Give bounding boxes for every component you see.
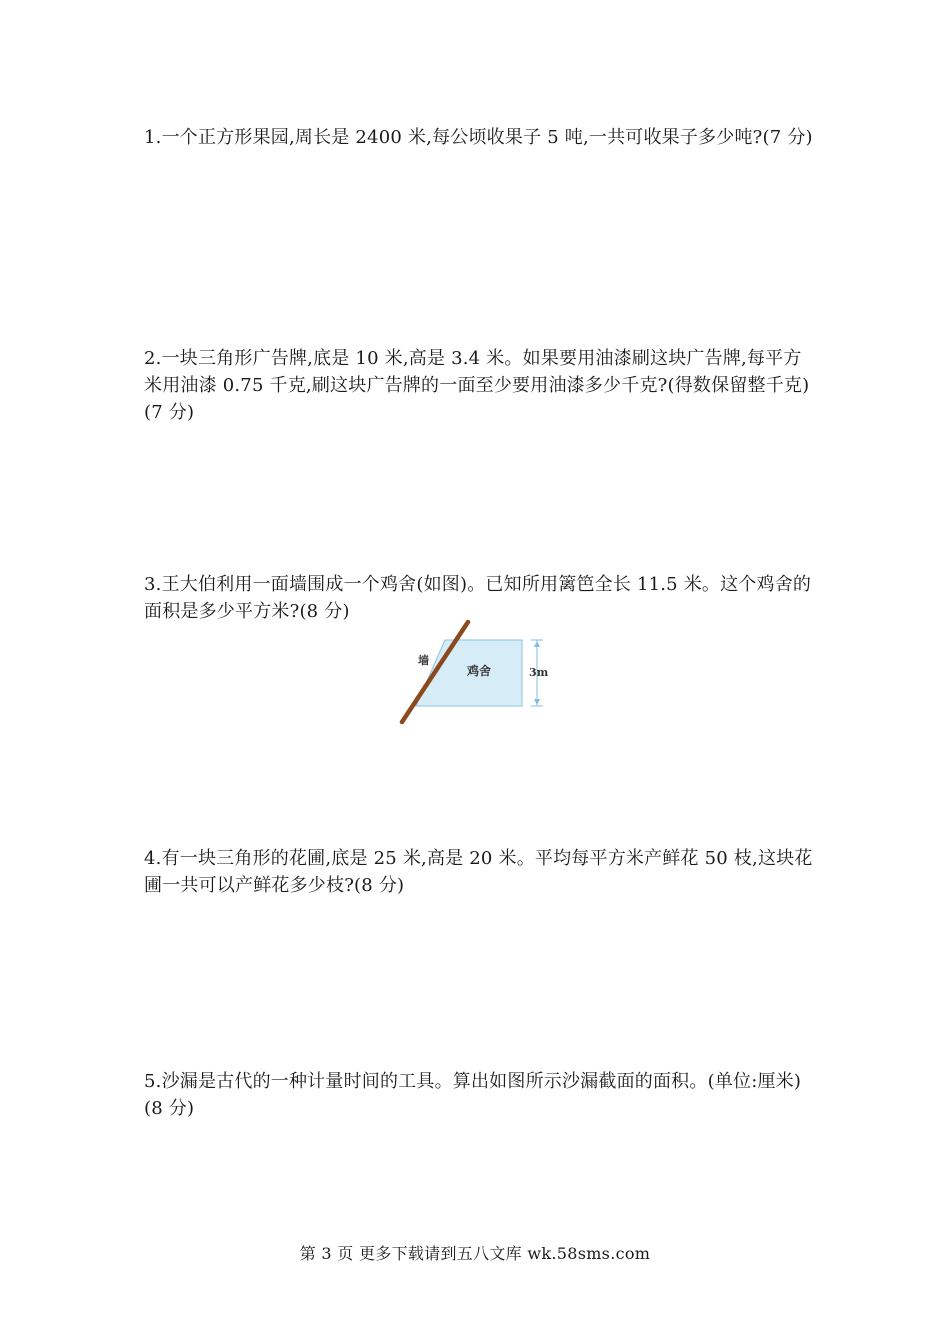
- question-5: 5.沙漏是古代的一种计量时间的工具。算出如图所示沙漏截面的面积。(单位:厘米)(8 分): [144, 1071, 802, 1119]
- height-arrow-up: [534, 641, 540, 647]
- height-arrow-down: [534, 699, 540, 705]
- chicken-coop-diagram: [392, 618, 562, 728]
- question-2: 2.一块三角形广告牌,底是 10 米,高是 3.4 米。如果要用油漆刷这块广告牌,每平方米用油漆 0.75 千克,刷这块广告牌的一面至少要用油漆多少千克?(得数保留整千克)(7 分): [144, 348, 810, 423]
- coop-label: 鸡舍: [467, 664, 492, 678]
- question-4: 4.有一块三角形的花圃,底是 25 米,高是 20 米。平均每平方米产鲜花 50 枝,这块花圃一共可以产鲜花多少枝?(8 分): [144, 848, 813, 896]
- question-1: 1.一个正方形果园,周长是 2400 米,每公顷收果子 5 吨,一共可收果子多少吨?(7 分): [144, 127, 813, 148]
- page-footer: 第 3 页 更多下载请到五八文库 wk.58sms.com: [299, 1244, 651, 1263]
- wall-label: 墙: [418, 654, 429, 667]
- height-label: 3m: [529, 666, 549, 679]
- chicken-coop-figure: [392, 618, 562, 728]
- question-3: 3.王大伯利用一面墙围成一个鸡舍(如图)。已知所用篱笆全长 11.5 米。这个鸡舍的面积是多少平方米?(8 分): [144, 574, 812, 622]
